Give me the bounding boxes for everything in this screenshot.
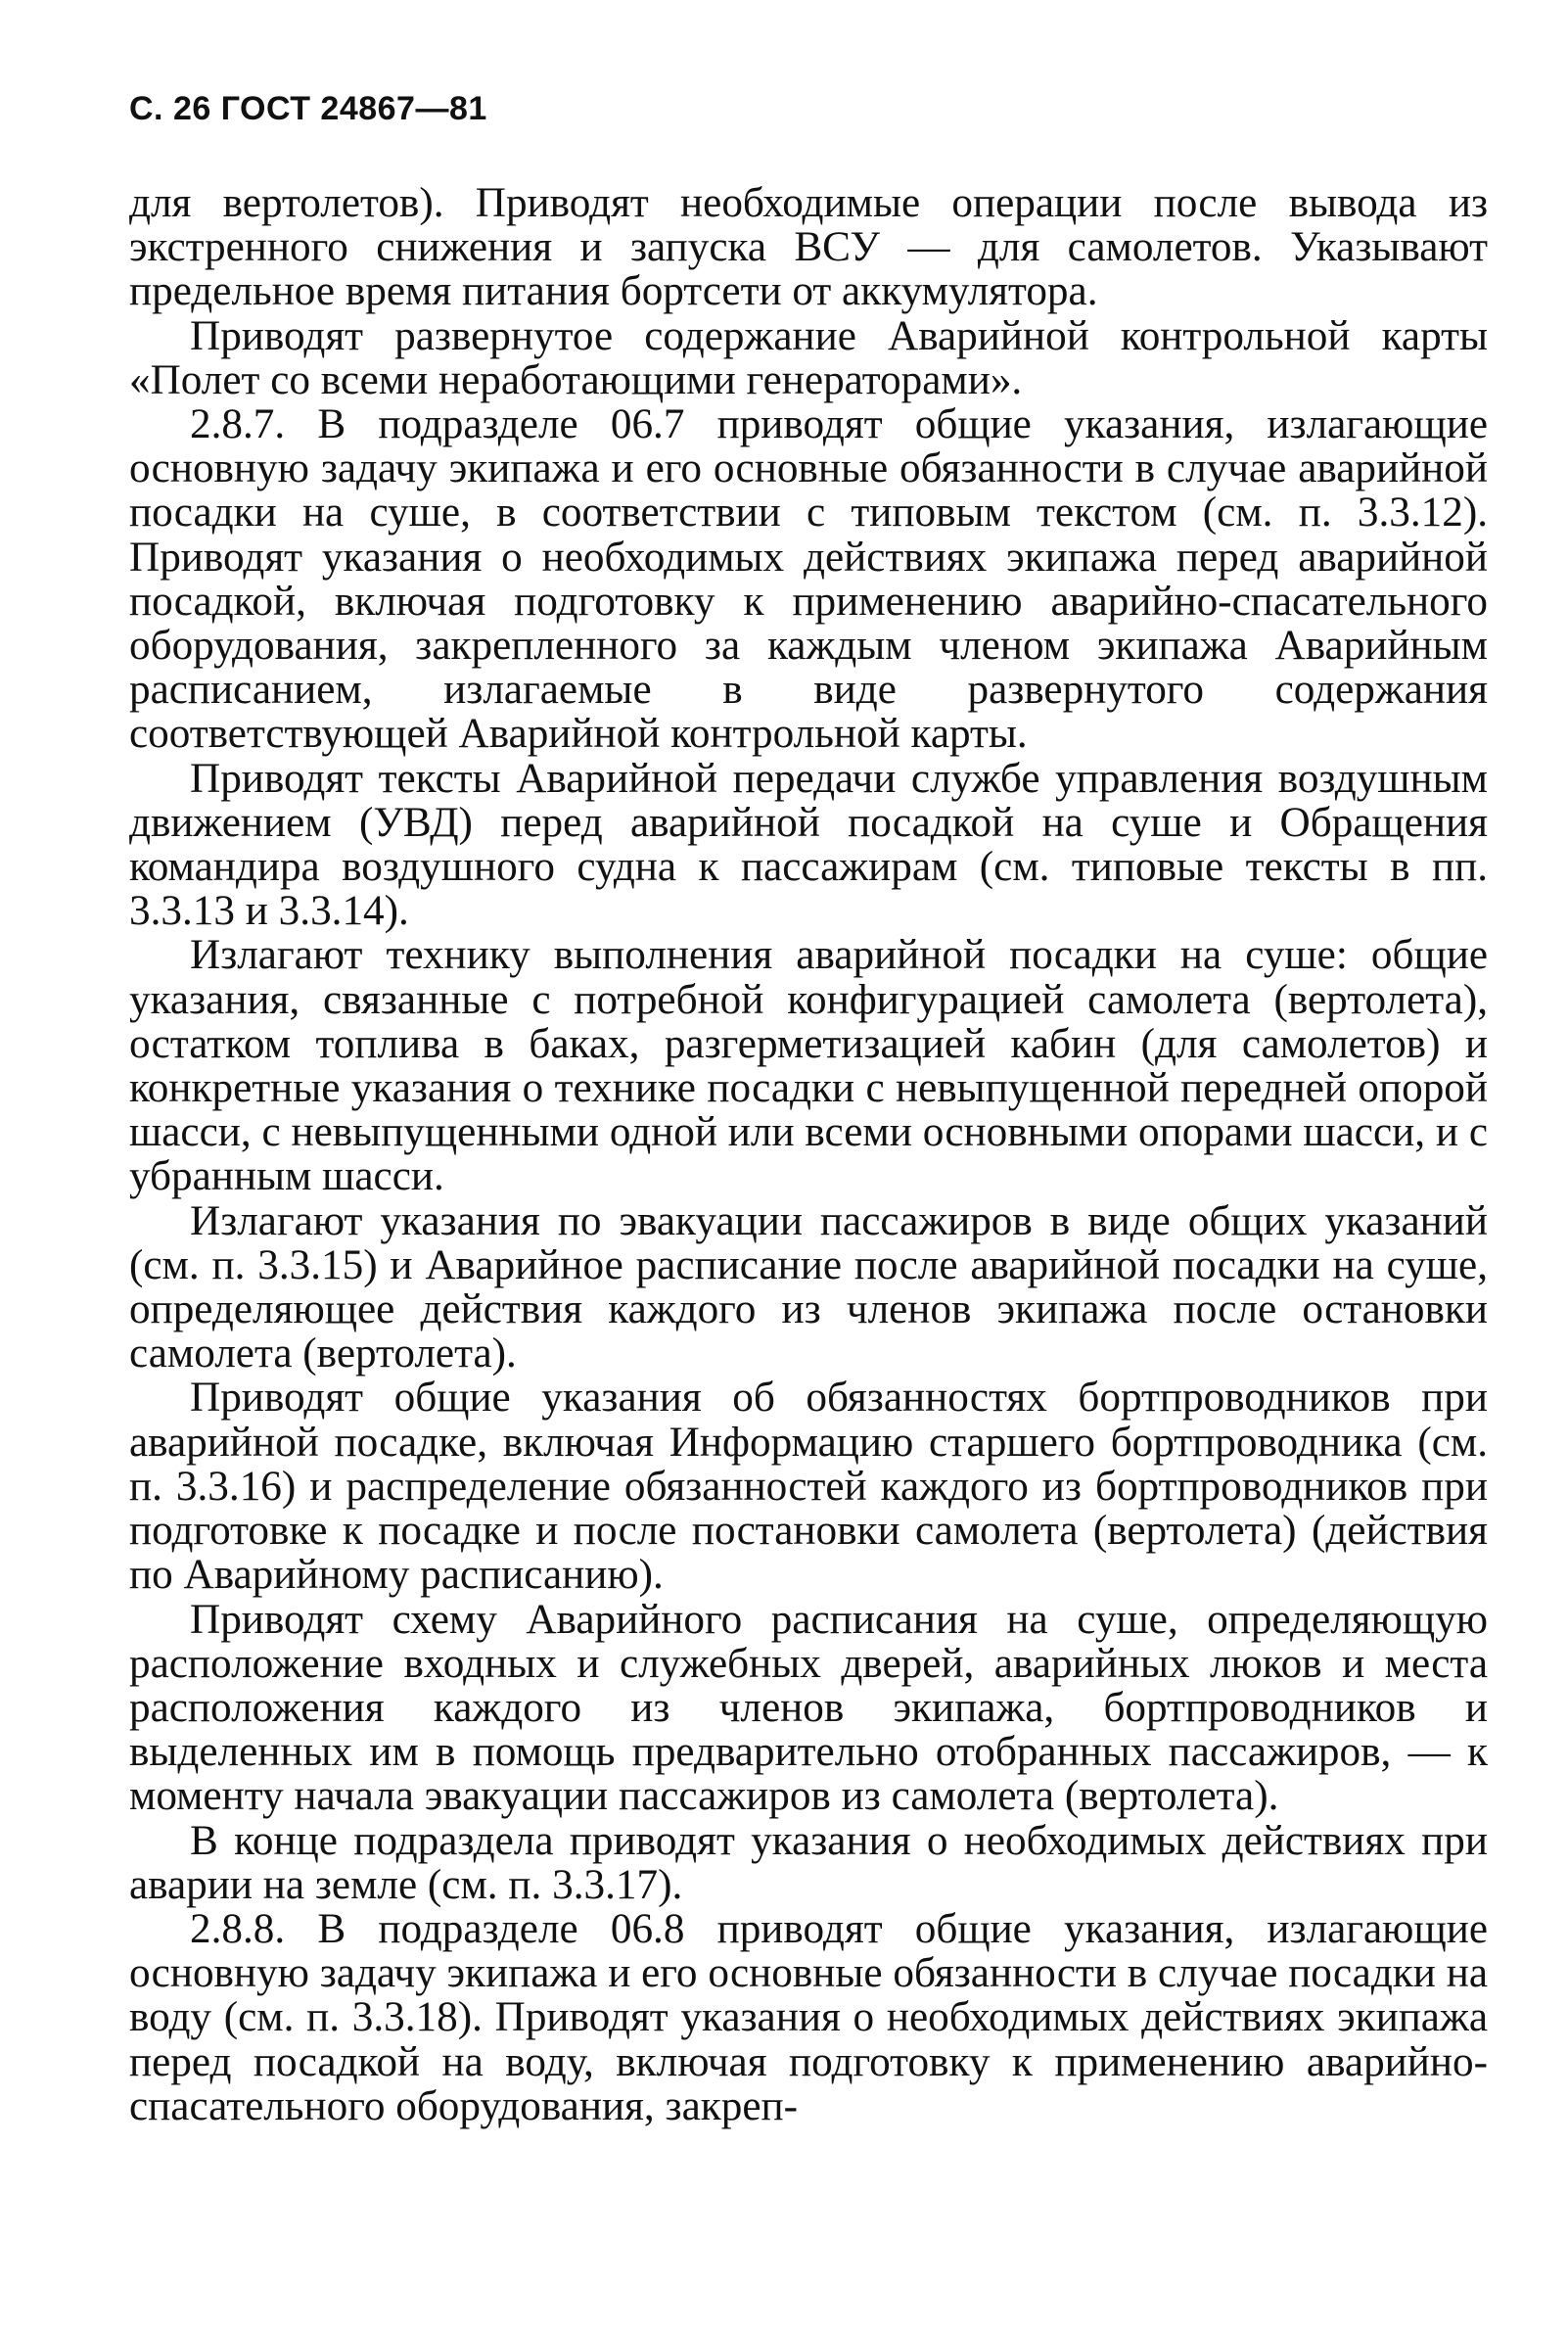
paragraph-continued: для вертолетов). Приводят необходимые операции после вывода из экстренного снижения и запуска ВСУ — для самолетов. Указывают предельное время питания бортсети от аккумулятора.	[129, 180, 1488, 315]
paragraph: Приводят схему Аварийного расписания на суше, определяющую расположение входных и служебных дверей, аварийных люков и места расположения каждого из членов экипажа, бортпроводников и выделенных им в помощь предварительно отобранных пассажиров, — к моменту начала эвакуации пассажиров из самолета (вертолета).	[129, 1596, 1488, 1820]
paragraph: В конце подраздела приводят указания о необходимых действиях при аварии на земле (см. п. 3.3.17).	[129, 1817, 1488, 1908]
body-text	[129, 181, 1488, 2128]
paragraph: Излагают технику выполнения аварийной посадки на суше: общие указания, связанные с потребной конфигурацией самолета (вертолета), остатком топлива в баках, разгерметизацией кабин (для самолетов) и конкретные указания о технике посадки с невыпущенной передней опорой шасси, с невыпущенными одной или всеми основными опорами шасси, и с убранным шасси.	[129, 932, 1488, 1200]
paragraph-section-2-8-7: 2.8.7. В подразделе 06.7 приводят общие указания, излагающие основную задачу экипажа и его основные обязанности в случае аварийной посадки на суше, в соответствии с типовым текстом (см. п. 3.3.12). Приводят указания о необходимых действиях экипажа перед аварийной посадкой, включая подготовку к применению аварийно-спасательного оборудования, закрепленного за каждым членом экипажа Аварийным расписанием, излагаемые в виде развернутого содержания соответствующей Аварийной контрольной карты.	[129, 401, 1488, 758]
paragraph-section-2-8-8: 2.8.8. В подразделе 06.8 приводят общие указания, излагающие основную задачу экипажа и его основные обязанности в случае посадки на воду (см. п. 3.3.18). Приводят указания о необходимых действиях экипажа перед посадкой на воду, включая подготовку к применению аварийно-спасательного оборудования, закреп-	[129, 1905, 1488, 2129]
paragraph: Приводят общие указания об обязанностях бортпроводников при аварийной посадке, включая Информацию старшего бортпроводника (см. п. 3.3.16) и распределение обязанностей каждого из бортпроводников при подготовке к посадке и после постановки самолета (вертолета) (действия по Аварийному расписанию).	[129, 1375, 1488, 1599]
paragraph: Излагают указания по эвакуации пассажиров в виде общих указаний (см. п. 3.3.15) и Аварийное расписание после аварийной посадки на суше, определяющее действия каждого из членов экипажа после остановки самолета (вертолета).	[129, 1197, 1488, 1377]
paragraph: Приводят развернутое содержание Аварийной контрольной карты «Полет со всеми неработающими генераторами».	[129, 312, 1488, 403]
running-header: С. 26 ГОСТ 24867—81	[129, 90, 487, 127]
paragraph: Приводят тексты Аварийной передачи службе управления воздушным движением (УВД) перед аварийной посадкой на суше и Обращения командира воздушного судна к пассажирам (см. типовые тексты в пп. 3.3.13 и 3.3.14).	[129, 755, 1488, 935]
